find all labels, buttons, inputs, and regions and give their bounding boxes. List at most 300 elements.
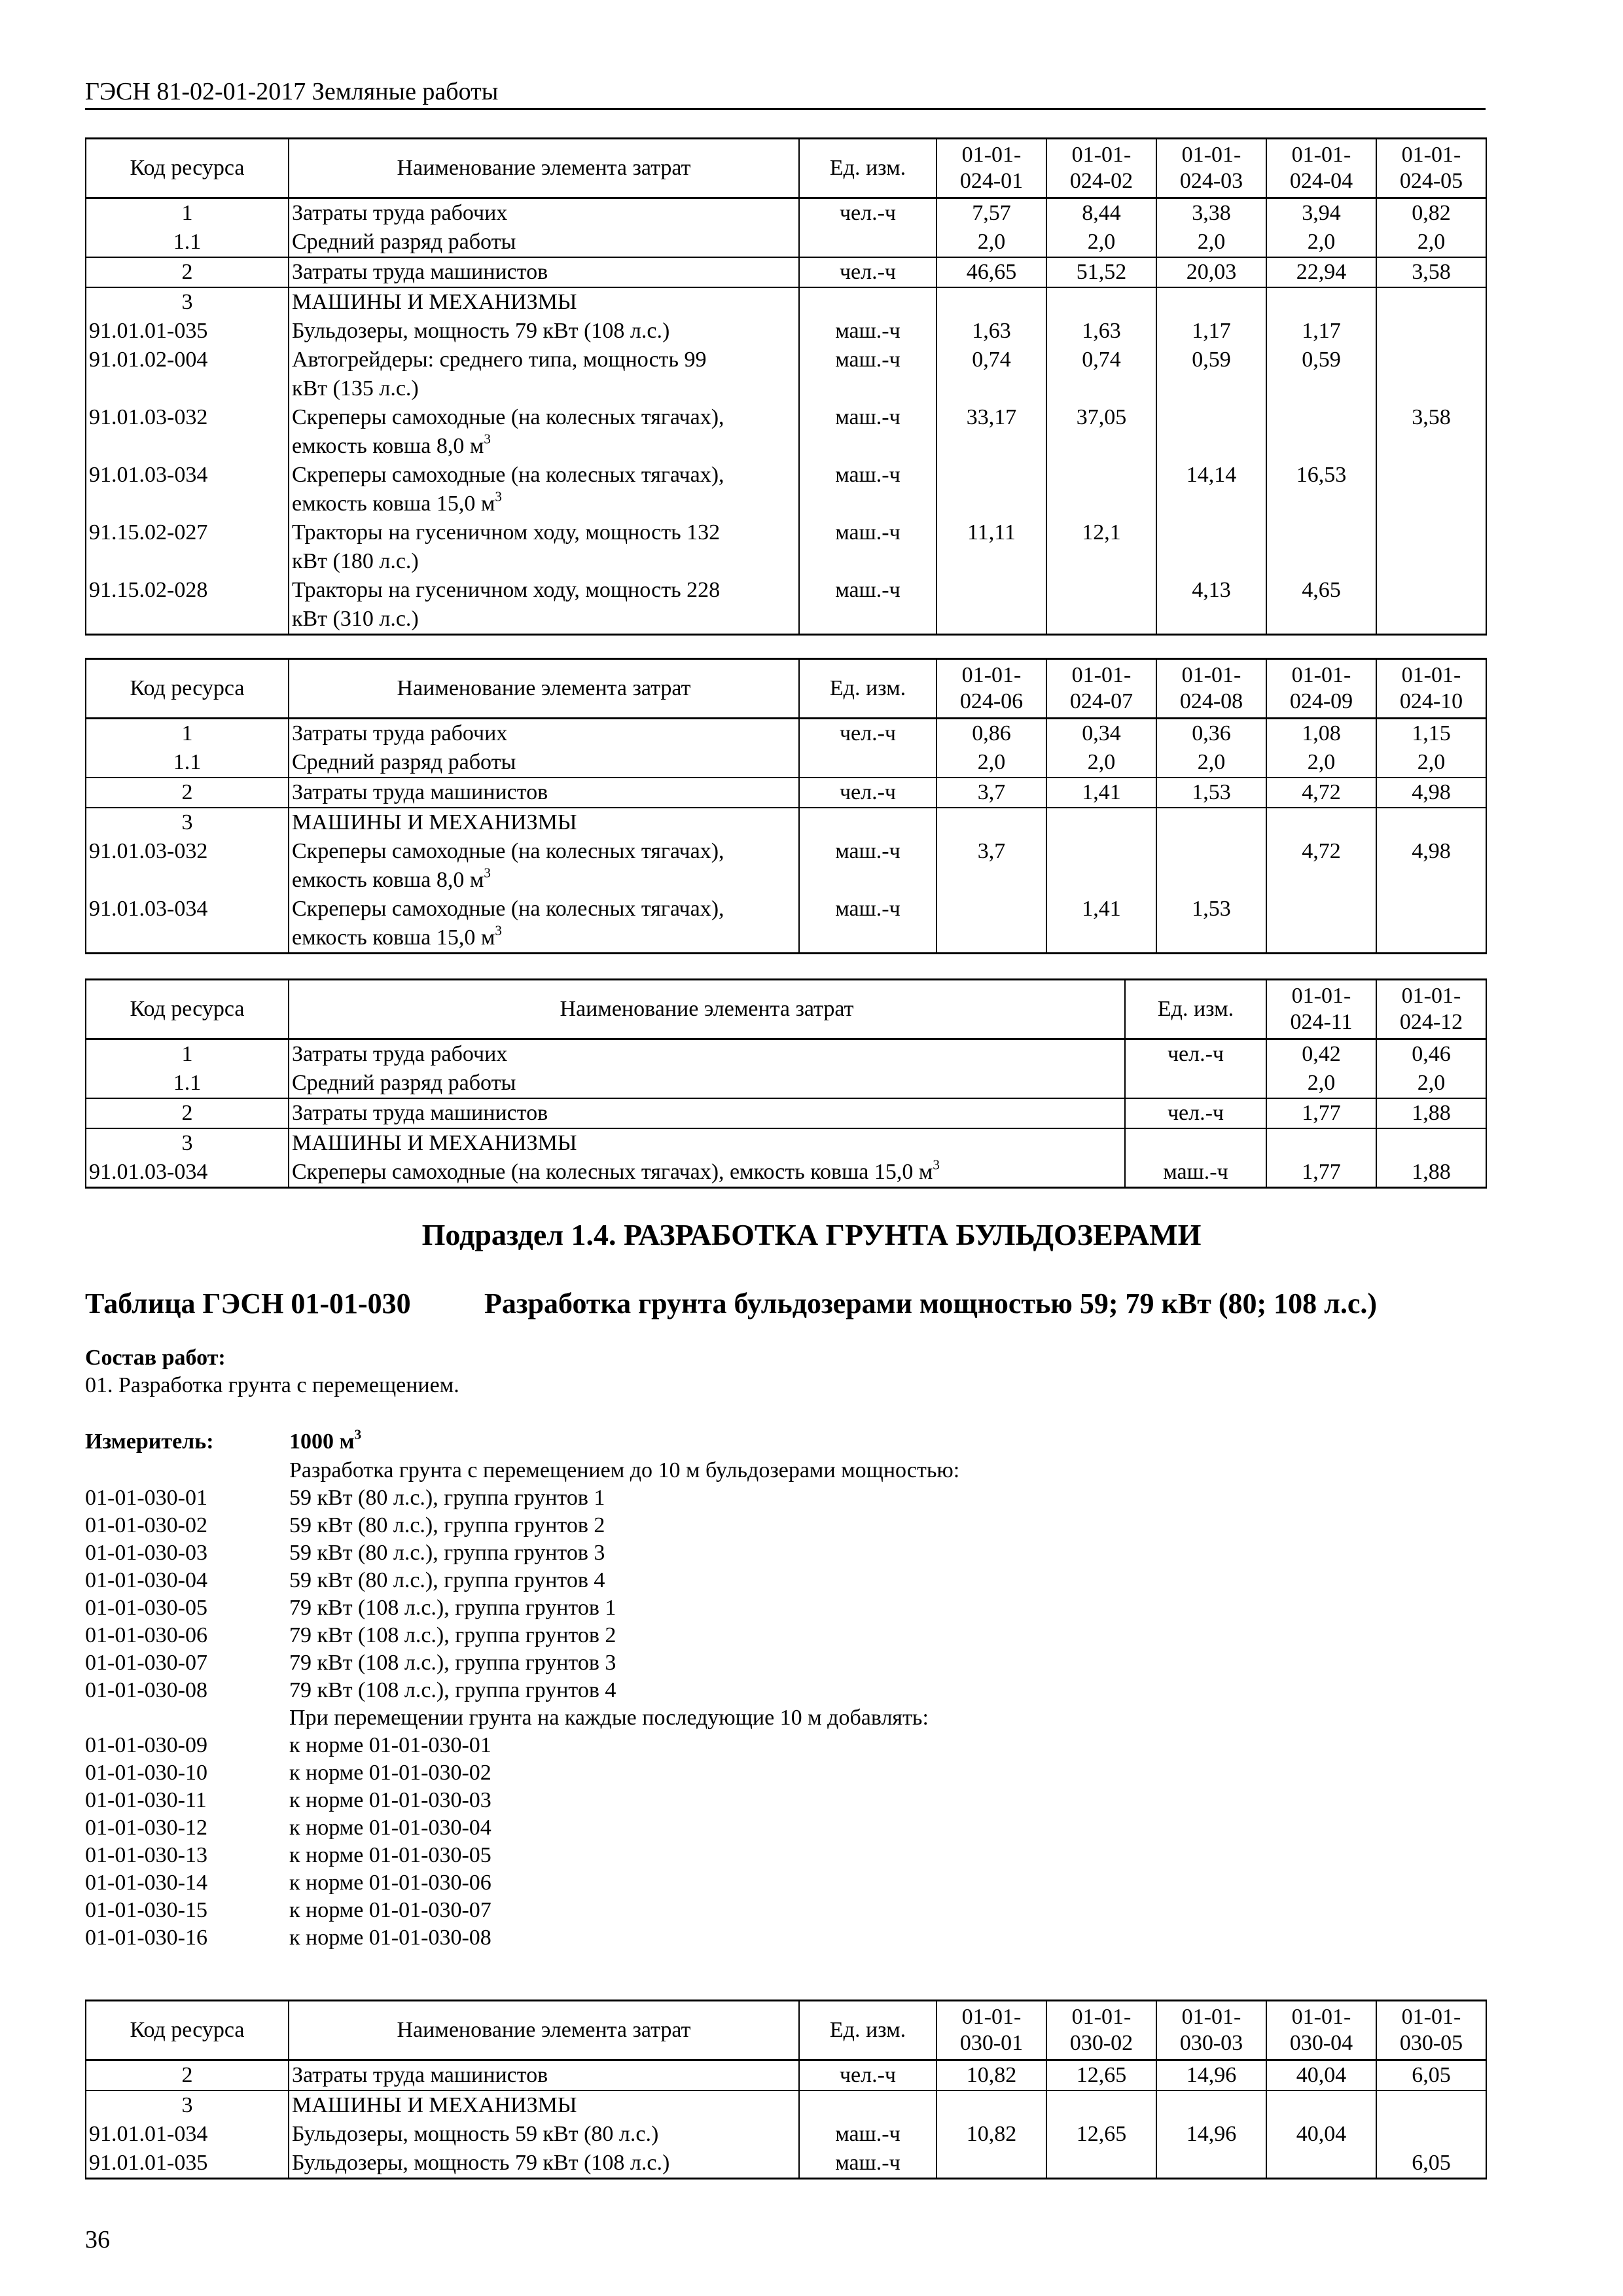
header-norm-line: 024-12 (1399, 1010, 1463, 1034)
header-norm-code (1266, 139, 1376, 198)
superscript-3: 3 (484, 431, 491, 447)
cell-name-line: емкость ковша 15,0 $м^3$ (292, 922, 502, 950)
header-norm-code (1376, 980, 1486, 1039)
cell-value (936, 2090, 1046, 2120)
cell-code: 2 (86, 1098, 289, 1128)
meter-text: к норме 01-01-030-05 (289, 1843, 491, 1867)
cell-name (289, 1069, 1125, 1098)
header-norm-line: 024-08 (1179, 689, 1243, 713)
cell-name-line: Средний разряд работы (292, 750, 516, 774)
cell-value: 40,04 (1266, 2060, 1376, 2091)
cell-name-line: МАШИНЫ И МЕХАНИЗМЫ (292, 290, 577, 314)
table-row (86, 748, 1486, 778)
meter-row (85, 1539, 1486, 1567)
cell-name (289, 346, 799, 403)
cell-unit: маш.-ч (1125, 1158, 1266, 1188)
cell-name-line: Скреперы самоходные (на колесных тягачах), (292, 463, 724, 487)
cell-value (1046, 2090, 1156, 2120)
cell-value (1266, 518, 1376, 576)
cell-name-line: Бульдозеры, мощность 79 кВт (108 л.с.) (292, 2151, 670, 2175)
meter-code: 01-01-030-03 (85, 1541, 207, 1565)
table-row (86, 778, 1486, 808)
header-name: Наименование элемента затрат (289, 659, 799, 719)
cell-value (936, 287, 1046, 317)
cell-unit: маш.-ч (799, 576, 936, 635)
cell-unit: чел.-ч (1125, 1039, 1266, 1069)
cell-value: 20,03 (1156, 257, 1266, 287)
cell-name-line: Тракторы на гусеничном ходу, мощность 228 (292, 578, 721, 602)
cell-code: 2 (86, 2060, 289, 2091)
cell-value: 1,88 (1376, 1098, 1486, 1128)
meter-code: 01-01-030-08 (85, 1678, 207, 1702)
cell-value: 1,53 (1156, 778, 1266, 808)
meter-code: 01-01-030-04 (85, 1568, 207, 1592)
cell-unit: чел.-ч (1125, 1098, 1266, 1128)
header-norm-code (1046, 2001, 1156, 2060)
header-norm-line: 01-01- (1181, 663, 1241, 687)
header-norm-code (936, 659, 1046, 719)
table-header-row (86, 2001, 1486, 2060)
meter-text: к норме 01-01-030-06 (289, 1871, 491, 1895)
cell-value: 4,65 (1266, 576, 1376, 635)
meter-row (85, 1622, 1486, 1649)
header-norm-line: 01-01- (1291, 984, 1351, 1008)
cell-value: 16,53 (1266, 461, 1376, 518)
meter-code: 01-01-030-11 (85, 1788, 207, 1812)
meter-text: 59 кВт (80 л.с.), группа грунтов 3 (289, 1541, 605, 1565)
cell-value (1046, 576, 1156, 635)
cell-name (289, 317, 799, 346)
meter-text: 79 кВт (108 л.с.), группа грунтов 2 (289, 1623, 616, 1647)
header-norm-line: 024-09 (1289, 689, 1353, 713)
meter-row (85, 1512, 1486, 1539)
meter-code: 01-01-030-07 (85, 1651, 207, 1675)
cell-value: 6,05 (1376, 2060, 1486, 2091)
superscript-3: 3 (933, 1157, 940, 1173)
cell-name-line: Затраты труда машинистов (292, 780, 548, 804)
header-norm-line: 01-01- (961, 2005, 1022, 2029)
header-norm-code (1266, 2001, 1376, 2060)
meter-text: При перемещении грунта на каждые последующие 10 м добавлять: (289, 1706, 929, 1730)
header-norm-line: 024-07 (1069, 689, 1133, 713)
cell-value: 0,34 (1046, 719, 1156, 749)
cell-value: 3,58 (1376, 403, 1486, 461)
header-norm-line: 01-01- (961, 663, 1022, 687)
meter-text: к норме 01-01-030-08 (289, 1926, 491, 1950)
cell-name-line: МАШИНЫ И МЕХАНИЗМЫ (292, 810, 577, 834)
cell-code: 91.01.01-035 (86, 2149, 289, 2179)
cell-value: 2,0 (1156, 748, 1266, 778)
cell-value (1266, 2090, 1376, 2120)
table-row (86, 1128, 1486, 1158)
cell-name-line: Бульдозеры, мощность 59 кВт (80 л.с.) (292, 2122, 659, 2146)
table-row (86, 287, 1486, 317)
cell-value: 10,82 (936, 2120, 1046, 2149)
cell-code: 91.15.02-028 (86, 576, 289, 635)
header-norm-line: 01-01- (1401, 143, 1461, 167)
cell-name (289, 1158, 1125, 1188)
meter-row (85, 1677, 1486, 1704)
meter-text: к норме 01-01-030-04 (289, 1816, 491, 1840)
table-title: Разработка грунта бульдозерами мощностью 59; 79 кВт (80; 108 л.с.) (484, 1287, 1378, 1319)
meter-code: 01-01-030-09 (85, 1733, 207, 1757)
meter-row (85, 1897, 1486, 1924)
cell-name-line: Скреперы самоходные (на колесных тягачах), (292, 405, 724, 429)
header-norm-line: 024-02 (1069, 169, 1133, 193)
cell-value (1266, 2149, 1376, 2179)
cell-value: 1,17 (1156, 317, 1266, 346)
cell-value: 3,7 (936, 778, 1046, 808)
cell-value: 2,0 (1266, 748, 1376, 778)
cell-unit: маш.-ч (799, 895, 936, 954)
meter-code: 01-01-030-15 (85, 1898, 207, 1922)
cell-value: 2,0 (1376, 748, 1486, 778)
cell-value: 0,86 (936, 719, 1046, 749)
cell-value (1156, 837, 1266, 895)
header-norm-code (1156, 659, 1266, 719)
cell-value (936, 808, 1046, 837)
cell-value (1376, 1128, 1486, 1158)
meter-text: к норме 01-01-030-07 (289, 1898, 491, 1922)
cell-name-line: Затраты труда машинистов (292, 2063, 548, 2087)
cell-name (289, 2149, 799, 2179)
header-name: Наименование элемента затрат (289, 980, 1125, 1039)
cell-unit: чел.-ч (799, 198, 936, 228)
table-row (86, 1158, 1486, 1188)
cell-name-line: Затраты труда рабочих (292, 721, 508, 745)
header-code: Код ресурса (86, 659, 289, 719)
cell-name-line: емкость ковша 8,0 $м^3$ (292, 865, 491, 892)
cell-value: 8,44 (1046, 198, 1156, 228)
meter-row (85, 1484, 1486, 1512)
cell-value: 0,36 (1156, 719, 1266, 749)
cell-value: 3,58 (1376, 257, 1486, 287)
cell-value: 12,1 (1046, 518, 1156, 576)
cell-unit: маш.-ч (799, 461, 936, 518)
cell-name (289, 2120, 799, 2149)
meter-row (85, 1814, 1486, 1842)
cell-value: 2,0 (1046, 748, 1156, 778)
header-norm-code (1266, 659, 1376, 719)
cell-name (289, 403, 799, 461)
header-unit: Ед. изм. (799, 659, 936, 719)
cell-value (936, 895, 1046, 954)
header-norm-line: 030-02 (1069, 2031, 1133, 2055)
cell-value (936, 461, 1046, 518)
table-row (86, 461, 1486, 518)
cell-value (1376, 317, 1486, 346)
cell-name (289, 257, 799, 287)
header-norm-line: 024-11 (1290, 1010, 1353, 1034)
header-norm-line: 01-01- (1181, 143, 1241, 167)
cell-value: 1,77 (1266, 1098, 1376, 1128)
cell-value (1376, 461, 1486, 518)
cell-value: 7,57 (936, 198, 1046, 228)
cell-unit: чел.-ч (799, 2060, 936, 2091)
meter-code: 01-01-030-01 (85, 1486, 207, 1510)
header-norm-line: 01-01- (1071, 2005, 1132, 2029)
superscript-3: 3 (495, 488, 502, 505)
cell-code: 91.01.01-034 (86, 2120, 289, 2149)
meter-code: 01-01-030-06 (85, 1623, 207, 1647)
cell-value: 6,05 (1376, 2149, 1486, 2179)
cell-code: 91.01.03-032 (86, 837, 289, 895)
cell-code: 1.1 (86, 1069, 289, 1098)
cell-name (289, 2060, 799, 2091)
cell-value: 1,77 (1266, 1158, 1376, 1188)
cell-value (1266, 1128, 1376, 1158)
header-unit: Ед. изм. (1125, 980, 1266, 1039)
cell-code: 3 (86, 2090, 289, 2120)
cell-unit (1125, 1069, 1266, 1098)
cell-code: 3 (86, 808, 289, 837)
table-header-row (86, 139, 1486, 198)
cell-value (1156, 518, 1266, 576)
cell-name (289, 719, 799, 749)
cell-name (289, 808, 799, 837)
table-header-row (86, 980, 1486, 1039)
cell-value: 4,72 (1266, 837, 1376, 895)
header-norm-line: 01-01- (1401, 663, 1461, 687)
cell-code: 2 (86, 778, 289, 808)
works-item: 01. Разработка грунта с перемещением. (85, 1373, 459, 1397)
cell-name (289, 895, 799, 954)
meter-value-text: 1000 м (289, 1429, 355, 1454)
cell-code: 1 (86, 719, 289, 749)
meter-text: 59 кВт (80 л.с.), группа грунтов 1 (289, 1486, 605, 1510)
cell-code: 91.01.03-034 (86, 1158, 289, 1188)
meter-row (85, 1457, 1486, 1484)
meter-text: 79 кВт (108 л.с.), группа грунтов 1 (289, 1596, 616, 1620)
header-norm-code (936, 2001, 1046, 2060)
cell-name (289, 2090, 799, 2120)
header-norm-code (1376, 659, 1486, 719)
cell-value: 46,65 (936, 257, 1046, 287)
table-row (86, 518, 1486, 576)
cell-name (289, 1039, 1125, 1069)
cell-value: 1,63 (1046, 317, 1156, 346)
table-row (86, 837, 1486, 895)
cell-name-line: кВт (310 л.с.) (292, 607, 419, 631)
cell-unit (799, 808, 936, 837)
meter-text: Разработка грунта с перемещением до 10 м бульдозерами мощностью: (289, 1458, 960, 1482)
page-number: 36 (85, 2226, 110, 2253)
meter-code: 01-01-030-16 (85, 1926, 207, 1950)
meter-code: 01-01-030-12 (85, 1816, 207, 1840)
cell-value: 0,74 (936, 346, 1046, 403)
header-norm-line: 01-01- (1291, 663, 1351, 687)
header-norm-code (1266, 980, 1376, 1039)
header-norm-line: 024-04 (1289, 169, 1353, 193)
header-code: Код ресурса (86, 139, 289, 198)
cell-value (1266, 403, 1376, 461)
header-norm-line: 030-03 (1179, 2031, 1243, 2055)
cell-unit (799, 748, 936, 778)
header-norm-line: 030-05 (1399, 2031, 1463, 2055)
cell-value (1376, 895, 1486, 954)
cell-unit: маш.-ч (799, 2149, 936, 2179)
header-norm-line: 024-03 (1179, 169, 1243, 193)
cell-name (289, 518, 799, 576)
resource-table-024-06-10 (85, 658, 1487, 954)
meter-code: 01-01-030-05 (85, 1596, 207, 1620)
cell-name-line: Бульдозеры, мощность 79 кВт (108 л.с.) (292, 319, 670, 343)
cell-value (1376, 2120, 1486, 2149)
cell-code: 3 (86, 1128, 289, 1158)
cell-name (289, 198, 799, 228)
cell-value: 2,0 (936, 748, 1046, 778)
cell-name-line: кВт (180 л.с.) (292, 549, 419, 573)
meter-row (85, 1649, 1486, 1677)
cell-value: 3,38 (1156, 198, 1266, 228)
cell-name-line: Затраты труда рабочих (292, 1042, 508, 1066)
cell-code: 1 (86, 198, 289, 228)
meter-code: 01-01-030-14 (85, 1871, 207, 1895)
cell-value: 2,0 (936, 228, 1046, 257)
meter-text: к норме 01-01-030-02 (289, 1761, 491, 1785)
cell-value: 33,17 (936, 403, 1046, 461)
cell-name-line: Скреперы самоходные (на колесных тягачах), (292, 897, 724, 921)
meter-row (85, 1594, 1486, 1622)
cell-value (1266, 287, 1376, 317)
header-name: Наименование элемента затрат (289, 139, 799, 198)
header-name: Наименование элемента затрат (289, 2001, 799, 2060)
table-row (86, 2120, 1486, 2149)
header-norm-code (936, 139, 1046, 198)
header-norm-line: 01-01- (1401, 2005, 1461, 2029)
cell-unit: маш.-ч (799, 2120, 936, 2149)
table-row (86, 719, 1486, 749)
cell-name (289, 1128, 1125, 1158)
header-unit: Ед. изм. (799, 139, 936, 198)
cell-value (1376, 576, 1486, 635)
header-norm-line: 030-01 (959, 2031, 1024, 2055)
cell-value: 1,88 (1376, 1158, 1486, 1188)
meter-value (289, 1426, 362, 1454)
cell-name-line: Затраты труда машинистов (292, 1101, 548, 1125)
cell-value: 14,14 (1156, 461, 1266, 518)
cell-value: 1,17 (1266, 317, 1376, 346)
table-row (86, 257, 1486, 287)
header-norm-line: 01-01- (1181, 2005, 1241, 2029)
header-norm-code (1156, 139, 1266, 198)
cell-value: 1,41 (1046, 895, 1156, 954)
cell-code: 91.01.02-004 (86, 346, 289, 403)
cell-value: 3,7 (936, 837, 1046, 895)
cell-name (289, 837, 799, 895)
cell-value (1156, 287, 1266, 317)
meter-list (85, 1457, 1486, 1952)
cell-value (1376, 346, 1486, 403)
header-norm-code (1046, 139, 1156, 198)
header-code: Код ресурса (86, 2001, 289, 2060)
cell-value: 1,63 (936, 317, 1046, 346)
header-norm-line: 01-01- (1291, 143, 1351, 167)
cell-value (1376, 2090, 1486, 2120)
cell-name (289, 576, 799, 635)
cell-name-line: Скреперы самоходные (на колесных тягачах), (292, 839, 724, 863)
cell-value: 2,0 (1156, 228, 1266, 257)
cell-value: 4,72 (1266, 778, 1376, 808)
cell-unit: чел.-ч (799, 778, 936, 808)
meter-code: 01-01-030-13 (85, 1843, 207, 1867)
cell-unit (1125, 1128, 1266, 1158)
cell-value: 1,15 (1376, 719, 1486, 749)
cell-value: 1,53 (1156, 895, 1266, 954)
cell-unit: маш.-ч (799, 317, 936, 346)
meter-code: 01-01-030-10 (85, 1761, 207, 1785)
cell-name-line: емкость ковша 15,0 $м^3$ (292, 488, 502, 516)
table-row (86, 895, 1486, 954)
table-row (86, 317, 1486, 346)
meter-row (85, 1787, 1486, 1814)
cell-value: 0,59 (1156, 346, 1266, 403)
cell-unit: маш.-ч (799, 346, 936, 403)
meter-text: к норме 01-01-030-01 (289, 1733, 491, 1757)
cell-value: 0,59 (1266, 346, 1376, 403)
cell-name (289, 748, 799, 778)
cell-name (289, 1098, 1125, 1128)
cell-value: 51,52 (1046, 257, 1156, 287)
header-norm-line: 024-01 (959, 169, 1024, 193)
meter-row (85, 1759, 1486, 1787)
header-unit: Ед. изм. (799, 2001, 936, 2060)
header-norm-code (1046, 659, 1156, 719)
cell-value (1046, 837, 1156, 895)
table-row (86, 403, 1486, 461)
header-rule (85, 108, 1486, 110)
cell-value: 2,0 (1266, 228, 1376, 257)
meter-text: 59 кВт (80 л.с.), группа грунтов 4 (289, 1568, 605, 1592)
cell-value: 0,82 (1376, 198, 1486, 228)
header-norm-line: 030-04 (1289, 2031, 1353, 2055)
meter-text: к норме 01-01-030-03 (289, 1788, 491, 1812)
header-norm-line: 024-05 (1399, 169, 1463, 193)
cell-code: 91.01.03-034 (86, 461, 289, 518)
cell-name (289, 461, 799, 518)
table-row (86, 1098, 1486, 1128)
header-norm-line: 01-01- (1291, 2005, 1351, 2029)
works-label: Состав работ: (85, 1346, 226, 1370)
cell-code: 1.1 (86, 228, 289, 257)
cell-code: 91.01.03-032 (86, 403, 289, 461)
cell-value (1046, 461, 1156, 518)
cell-value: 3,94 (1266, 198, 1376, 228)
cell-name (289, 778, 799, 808)
cell-value (1046, 287, 1156, 317)
cell-value (1376, 808, 1486, 837)
cell-value: 12,65 (1046, 2060, 1156, 2091)
cell-value: 12,65 (1046, 2120, 1156, 2149)
meter-row (85, 1842, 1486, 1869)
cell-value: 1,41 (1046, 778, 1156, 808)
header-norm-line: 024-06 (959, 689, 1024, 713)
table-heading (85, 1287, 1378, 1320)
cell-value: 2,0 (1046, 228, 1156, 257)
cell-value (1266, 895, 1376, 954)
table-row (86, 2060, 1486, 2091)
meter-code: 01-01-030-02 (85, 1513, 207, 1537)
cell-value: 4,98 (1376, 837, 1486, 895)
cell-unit (799, 228, 936, 257)
table-row (86, 576, 1486, 635)
cell-name-line: Тракторы на гусеничном ходу, мощность 132 (292, 520, 721, 545)
header-norm-line: 01-01- (1071, 663, 1132, 687)
cell-value (1266, 808, 1376, 837)
cell-unit: чел.-ч (799, 719, 936, 749)
cell-value (936, 2149, 1046, 2179)
header-norm-line: 01-01- (1401, 984, 1461, 1008)
